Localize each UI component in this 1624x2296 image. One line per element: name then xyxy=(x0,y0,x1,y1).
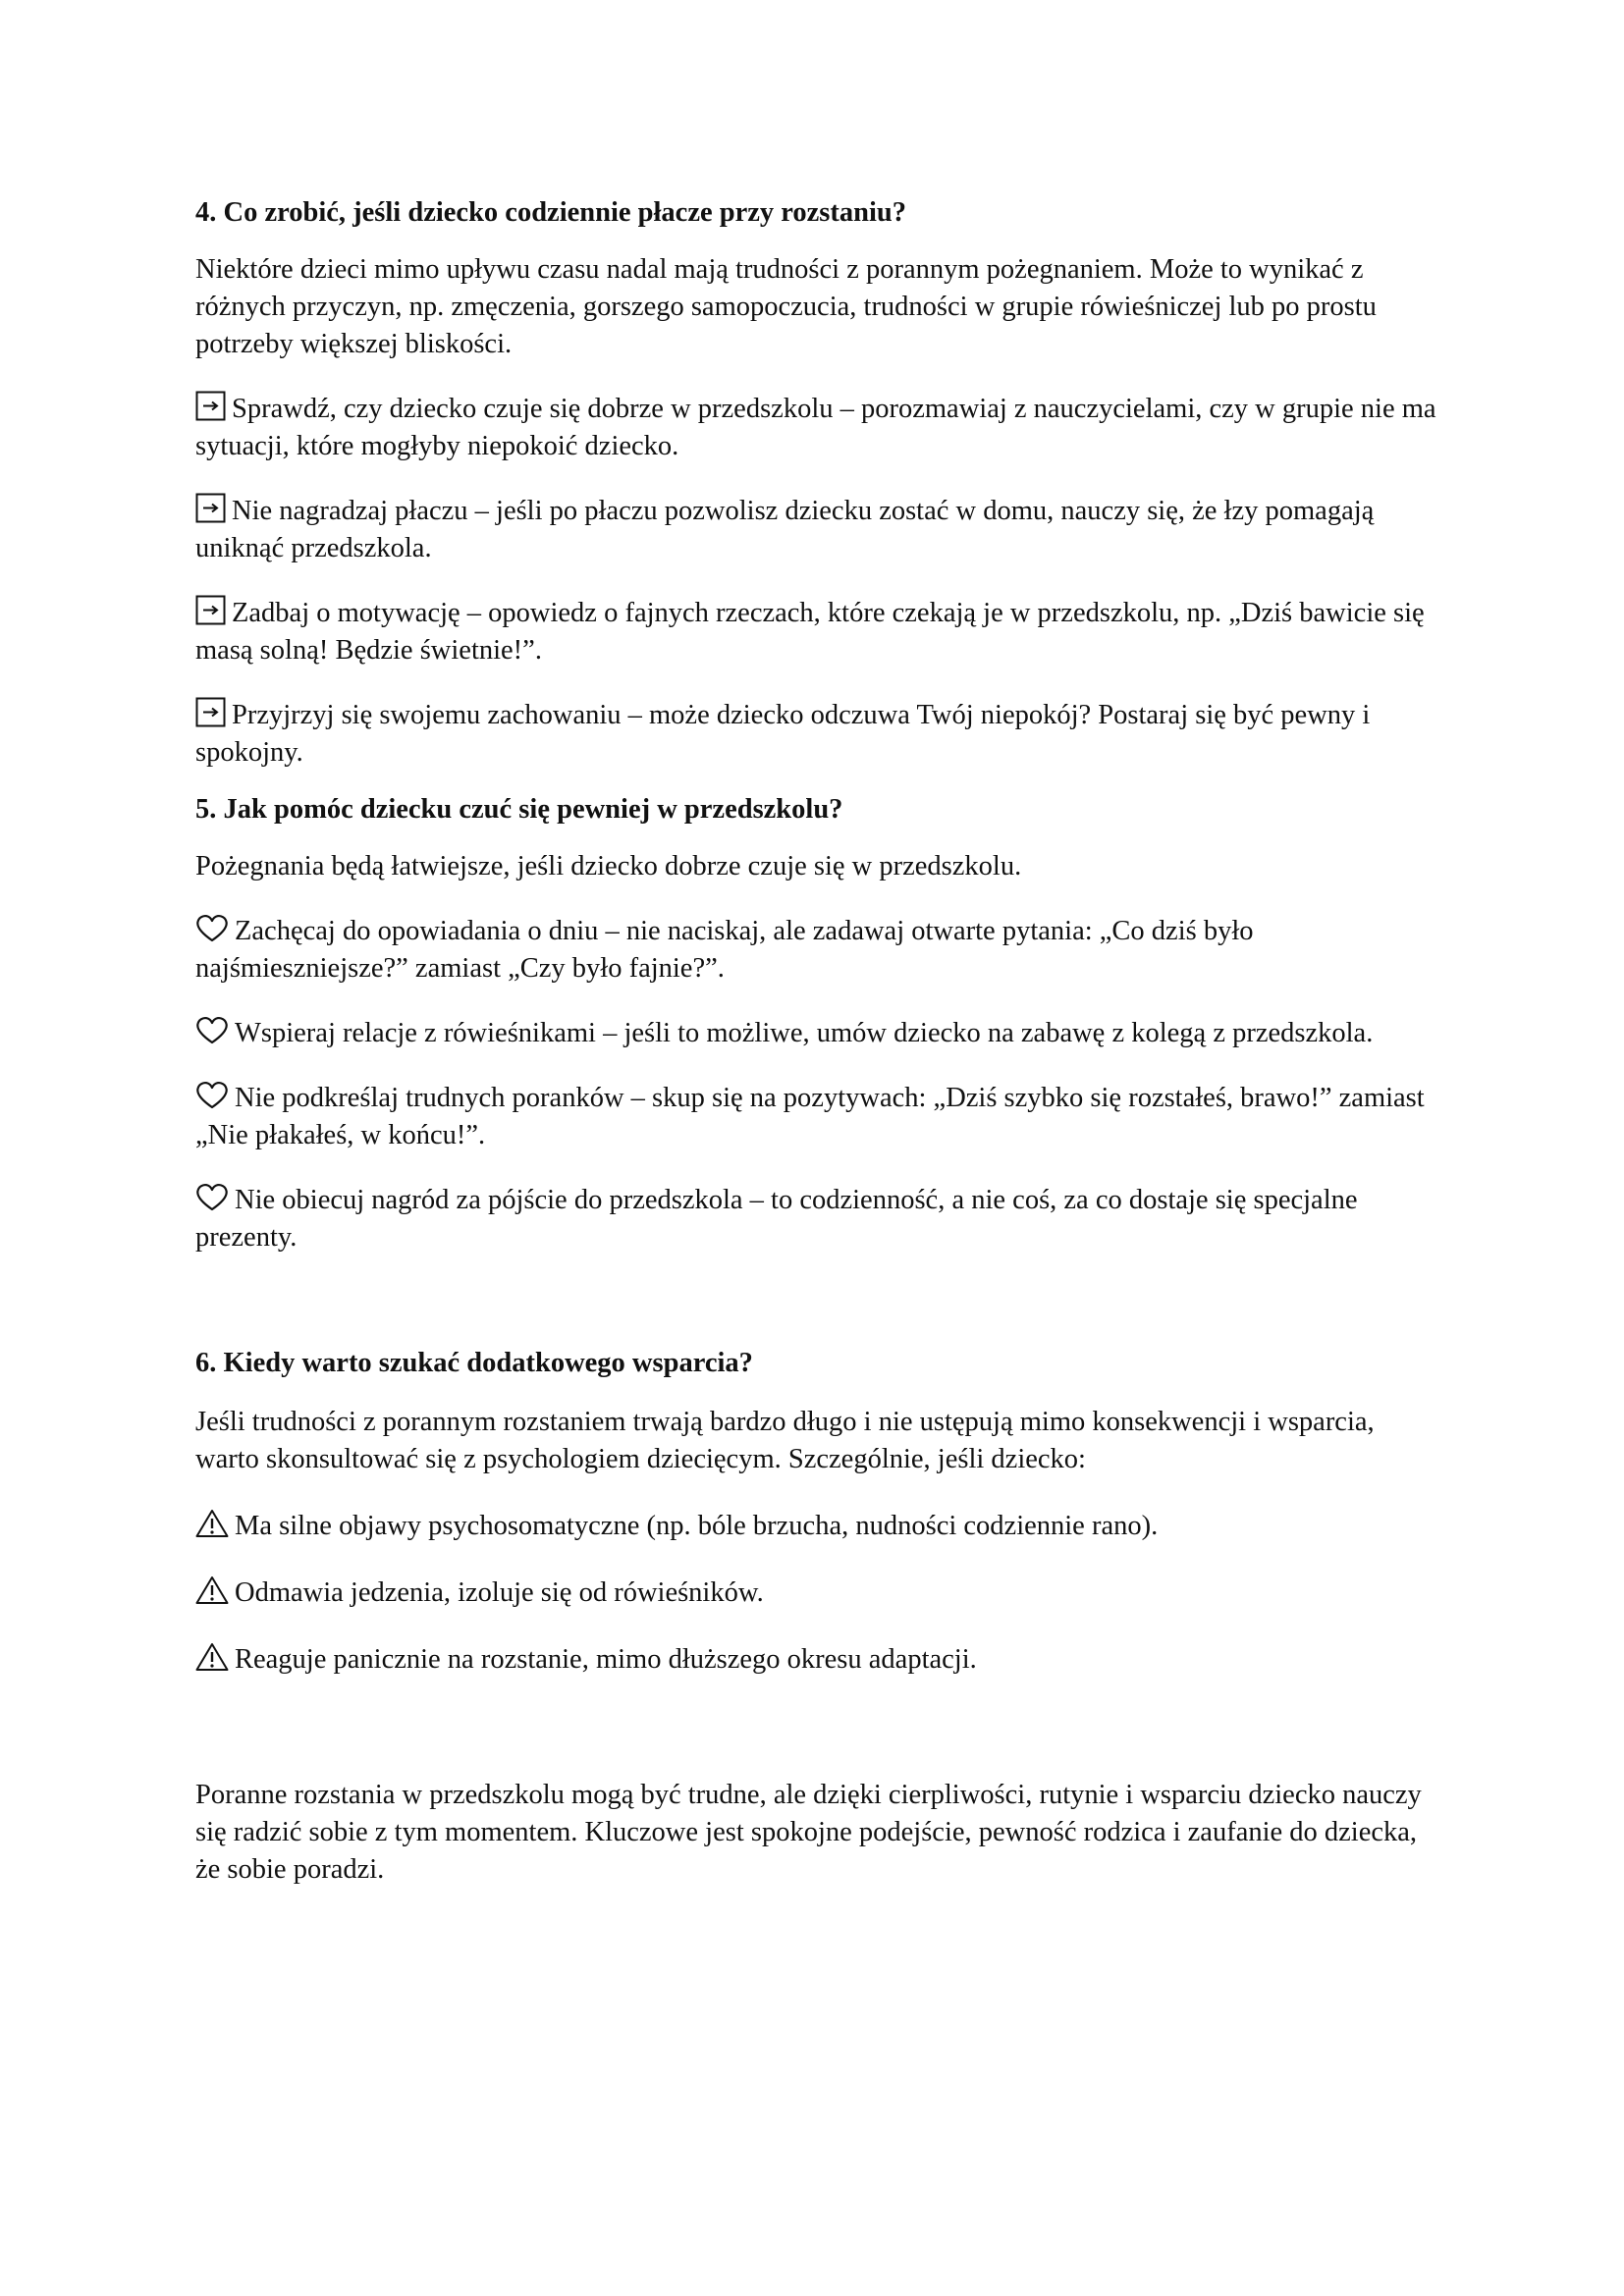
section-5-item xyxy=(195,1015,1442,1052)
arrow-right-box-icon xyxy=(195,391,226,421)
section-4-item-text: Przyjrzyj się swojemu zachowaniu – może dziecko odczuwa Twój niepokój? Postaraj się być pewny i spokojny. xyxy=(195,700,1371,768)
section-6-item xyxy=(195,1575,1442,1612)
section-5-item-text: Nie obiecuj nagród za pójście do przedszkola – to codzienność, a nie coś, za co dostaje się specjalne prezenty. xyxy=(195,1185,1358,1253)
section-5-item-text: Wspieraj relacje z rówieśnikami – jeśli to możliwe, umów dziecko na zabawę z kolegą z przedszkola. xyxy=(235,1018,1374,1048)
section-4 xyxy=(195,194,1442,772)
warning-triangle-icon xyxy=(195,1575,229,1605)
heart-outline-icon xyxy=(195,1081,229,1110)
section-6-item-text: Ma silne objawy psychosomatyczne (np. bóle brzucha, nudności codziennie rano). xyxy=(235,1511,1159,1541)
arrow-right-box-icon xyxy=(195,493,226,523)
section-6 xyxy=(195,1345,1442,1679)
heart-outline-icon xyxy=(195,1016,229,1045)
section-6-item-text: Reaguje panicznie na rozstanie, mimo dłuższego okresu adaptacji. xyxy=(235,1644,977,1675)
heart-outline-icon xyxy=(195,914,229,943)
document-content xyxy=(195,194,1442,1889)
arrow-right-box-icon xyxy=(195,697,226,727)
section-5-heading: 5. Jak pomóc dziecku czuć się pewniej w przedszkolu? xyxy=(195,794,843,825)
section-5-item xyxy=(195,1182,1442,1256)
heart-outline-icon xyxy=(195,1183,229,1212)
section-5-intro: Pożegnania będą łatwiejsze, jeśli dziecko dobrze czuje się w przedszkolu. xyxy=(195,851,1022,881)
section-4-item-text: Nie nagradzaj płaczu – jeśli po płaczu pozwolisz dziecku zostać w domu, nauczy się, że łzy pomagają uniknąć przedszkola. xyxy=(195,496,1375,563)
section-6-item xyxy=(195,1641,1442,1679)
section-6-item-text: Odmawia jedzenia, izoluje się od rówieśników. xyxy=(235,1577,764,1608)
section-6-item xyxy=(195,1508,1442,1545)
section-4-item xyxy=(195,493,1442,567)
section-4-heading: 4. Co zrobić, jeśli dziecko codziennie płacze przy rozstaniu? xyxy=(195,197,907,228)
section-5-item xyxy=(195,913,1442,988)
section-5 xyxy=(195,791,1442,1256)
section-5-item xyxy=(195,1080,1442,1154)
section-4-item xyxy=(195,595,1442,669)
section-4-item xyxy=(195,697,1442,772)
section-4-item-text: Sprawdź, czy dziecko czuje się dobrze w przedszkolu – porozmawiaj z nauczycielami, czy w grupie nie ma sytuacji, które mogłyby niepokoić dziecko. xyxy=(195,394,1436,461)
section-5-item-text: Nie podkreślaj trudnych poranków – skup się na pozytywach: „Dziś szybko się rozstałeś, brawo!” zamiast „Nie płakałeś, w końcu!”. xyxy=(195,1083,1425,1150)
section-4-intro: Niektóre dzieci mimo upływu czasu nadal mają trudności z porannym pożegnaniem. Może to wynikać z różnych przyczyn, np. zmęczenia, gorszego samopoczucia, trudności w grupie rówieśniczej lub po prostu potrzeby większej bliskości. xyxy=(195,254,1377,359)
conclusion-paragraph: Poranne rozstania w przedszkolu mogą być trudne, ale dzięki cierpliwości, rutynie i wsparciu dziecko nauczy się radzić sobie z tym momentem. Kluczowe jest spokojne podejście, pewność rodzica i zaufanie do dziecka, że sobie poradzi. xyxy=(195,1780,1422,1885)
section-4-item xyxy=(195,391,1442,465)
warning-triangle-icon xyxy=(195,1509,229,1538)
section-4-item-text: Zadbaj o motywację – opowiedz o fajnych rzeczach, które czekają je w przedszkolu, np. „Dziś bawicie się masą solną! Będzie świetnie!”. xyxy=(195,598,1425,666)
warning-triangle-icon xyxy=(195,1642,229,1672)
section-5-item-text: Zachęcaj do opowiadania o dniu – nie naciskaj, ale zadawaj otwarte pytania: „Co dziś było najśmieszniejsze?” zamiast „Czy było fajnie?”. xyxy=(195,916,1254,984)
section-6-heading: 6. Kiedy warto szukać dodatkowego wsparcia? xyxy=(195,1348,753,1378)
section-6-intro: Jeśli trudności z porannym rozstaniem trwają bardzo długo i nie ustępują mimo konsekwencji i wsparcia, warto skonsultować się z psychologiem dziecięcym. Szczególnie, jeśli dziecko: xyxy=(195,1407,1375,1474)
arrow-right-box-icon xyxy=(195,595,226,625)
